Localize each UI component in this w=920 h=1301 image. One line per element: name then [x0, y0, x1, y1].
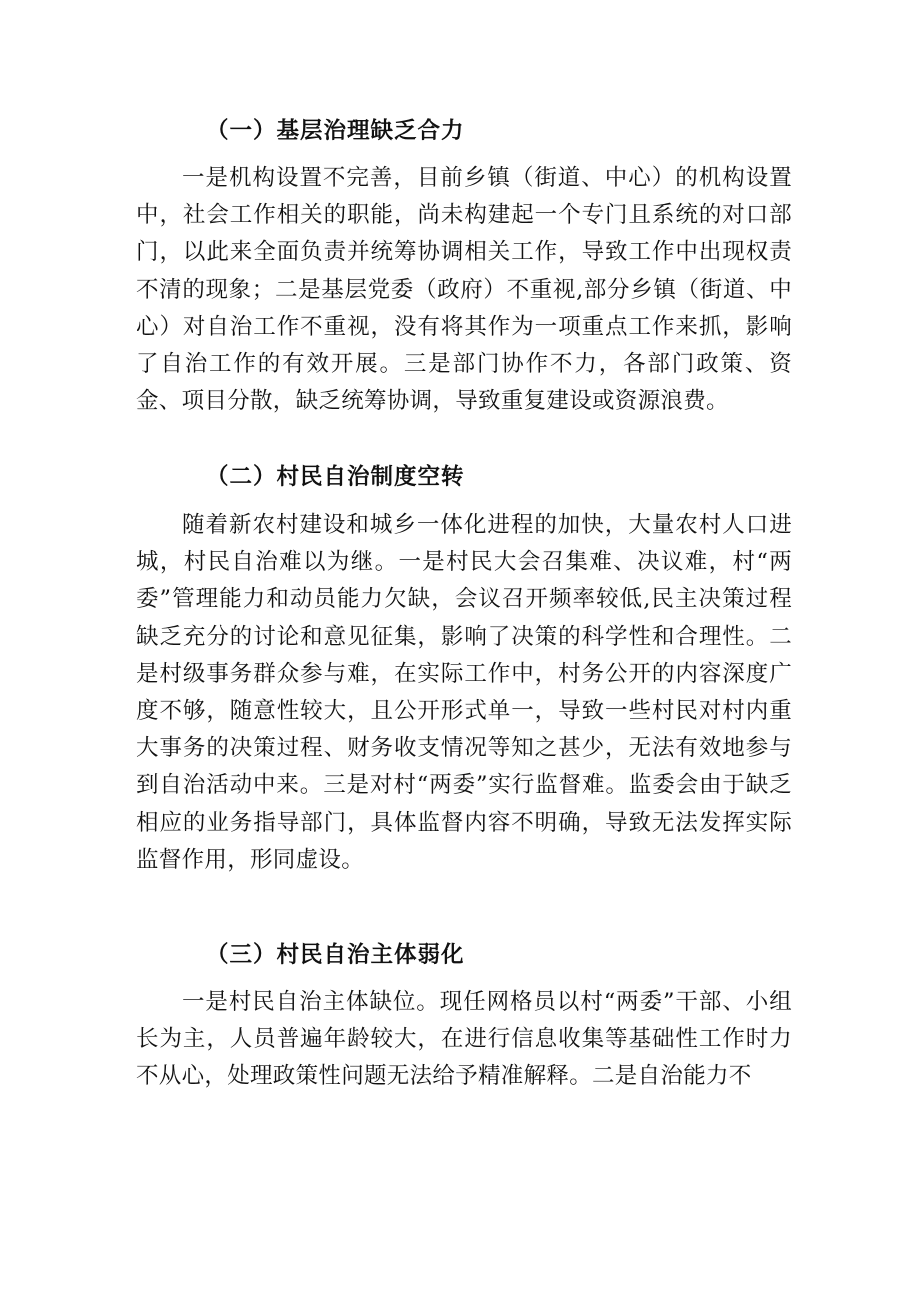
section-heading-3: （三）村民自治主体弱化	[206, 942, 465, 968]
section-2-paragraph: 随着新农村建设和城乡一体化进程的加快，大量农村人口进城，村民自治难以为继。一是村民大会召集难、决议难，村“两委”管理能力和动员能力欠缺，会议召开频率较低,民主决策过程缺乏充分的讨论和意见征集，影响了决策的科学性和合理性。二是村级事务群众参与难，在实际工作中，村务公开的内容深度广度不够，随意性较大，且公开形式单一，导致一些村民对村内重大事务的决策过程、财务收支情况等知之甚少，无法有效地参与到自治活动中来。三是对村“两委”实行监督难。监委会由于缺乏相应的业务指导部门，具体监督内容不明确，导致无法发挥实际监督作用，形同虚设。	[136, 512, 792, 873]
section-heading-2: （二）村民自治制度空转	[206, 464, 465, 490]
section-3-paragraph: 一是村民自治主体缺位。现任网格员以村“两委”干部、小组长为主，人员普遍年龄较大，在进行信息收集等基础性工作时力不从心，处理政策性问题无法给予精准解释。二是自治能力不	[136, 989, 792, 1090]
section-heading-1: （一）基层治理缺乏合力	[206, 118, 465, 144]
section-1-paragraph: 一是机构设置不完善，目前乡镇（街道、中心）的机构设置中，社会工作相关的职能，尚未构建起一个专门且系统的对口部门，以此来全面负责并统筹协调相关工作，导致工作中出现权责不清的现象；二是基层党委（政府）不重视,部分乡镇（街道、中心）对自治工作不重视，没有将其作为一项重点工作来抓，影响了自治工作的有效开展。三是部门协作不力，各部门政策、资金、项目分散，缺乏统筹协调，导致重复建设或资源浪费。	[136, 165, 792, 415]
